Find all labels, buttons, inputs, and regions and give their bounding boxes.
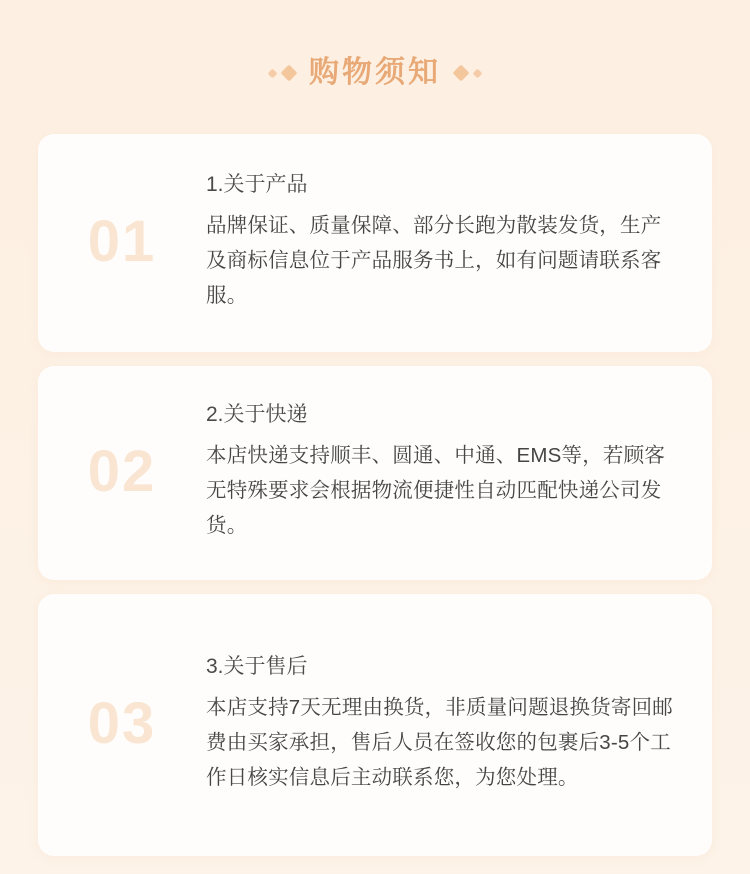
card-number: 02 <box>87 439 157 505</box>
diamond-large-icon <box>453 65 470 82</box>
header-decoration-right <box>455 67 481 79</box>
card-body <box>206 171 686 314</box>
diamond-small-icon <box>473 68 483 78</box>
page-header <box>0 0 750 116</box>
card-subtitle: 1.关于产品 <box>206 172 308 196</box>
diamond-large-icon <box>281 65 298 82</box>
card-number: 03 <box>87 691 157 757</box>
diamond-small-icon <box>268 68 278 78</box>
header-decoration-left <box>269 67 295 79</box>
page-title: 购物须知 <box>309 56 441 90</box>
card-subtitle: 3.关于售后 <box>206 654 308 678</box>
notice-card-list <box>0 134 750 856</box>
card-body <box>206 653 686 796</box>
card-body <box>206 401 686 544</box>
card-text: 品牌保证、质量保障、部分长跑为散装发货，生产及商标信息位于产品服务书上，如有问题请联系客服。 <box>206 213 662 308</box>
card-number: 01 <box>87 209 157 275</box>
notice-card-aftersales <box>38 594 712 856</box>
notice-card-product <box>38 134 712 352</box>
notice-card-shipping <box>38 366 712 580</box>
card-text: 本店快递支持顺丰、圆通、中通、EMS等，若顾客无特殊要求会根据物流便捷性自动匹配快递公司发货。 <box>206 443 666 538</box>
card-text: 本店支持7天无理由换货，非质量问题退换货寄回邮费由买家承担，售后人员在签收您的包裹后3-5个工作日核实信息后主动联系您，为您处理。 <box>206 695 673 790</box>
card-subtitle: 2.关于快递 <box>206 402 308 426</box>
